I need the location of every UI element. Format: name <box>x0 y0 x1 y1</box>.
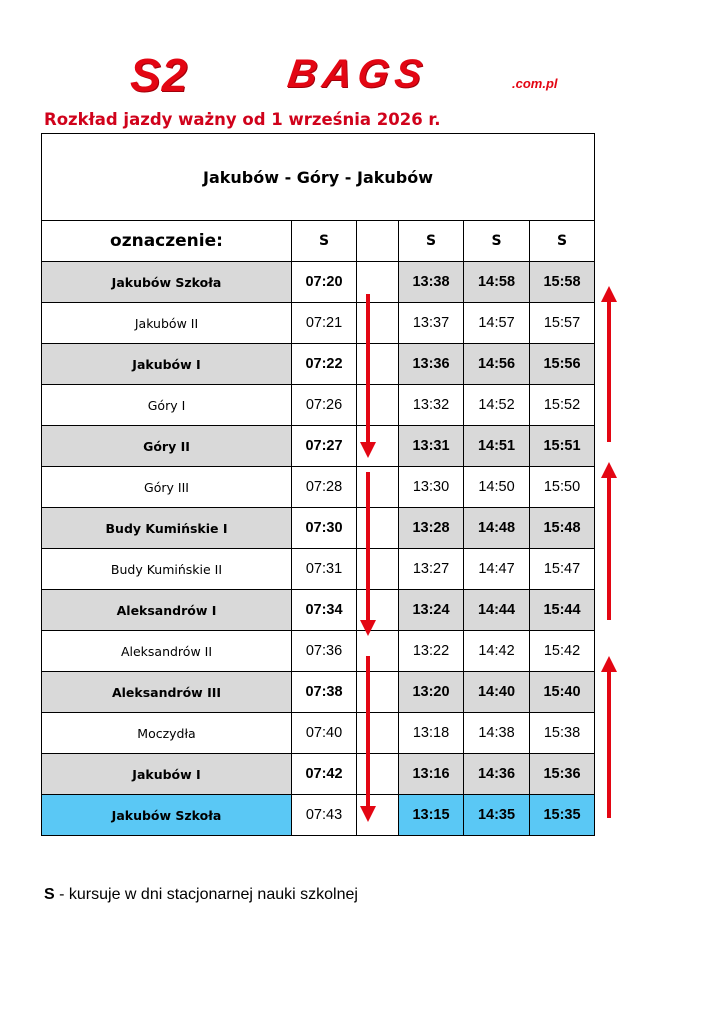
stop-name: Jakubów II <box>42 303 292 344</box>
return-time: 15:40 <box>530 672 595 713</box>
stop-name: Aleksandrów III <box>42 672 292 713</box>
return-time: 15:50 <box>530 467 595 508</box>
return-time: 13:38 <box>399 262 464 303</box>
return-time: 13:30 <box>399 467 464 508</box>
schedule-validity-headline: Rozkład jazdy ważny od 1 września 2026 r. <box>44 110 441 129</box>
return-time: 14:58 <box>464 262 530 303</box>
table-row <box>42 303 595 344</box>
legend-text: - kursuje w dni stacjonarnej nauki szkolnej <box>54 886 358 903</box>
legend-symbol: S <box>44 886 55 903</box>
stop-name: Góry II <box>42 426 292 467</box>
return-time: 15:44 <box>530 590 595 631</box>
return-time: 14:42 <box>464 631 530 672</box>
arrow-lane <box>357 508 399 549</box>
table-row <box>42 590 595 631</box>
arrow-lane <box>357 385 399 426</box>
return-time: 13:24 <box>399 590 464 631</box>
header-label: oznaczenie: <box>42 221 292 262</box>
return-time: 14:36 <box>464 754 530 795</box>
return-time: 15:56 <box>530 344 595 385</box>
return-time: 13:27 <box>399 549 464 590</box>
table-row <box>42 713 595 754</box>
departure-time: 07:22 <box>292 344 357 385</box>
stop-name: Aleksandrów II <box>42 631 292 672</box>
return-time: 14:47 <box>464 549 530 590</box>
return-time: 14:51 <box>464 426 530 467</box>
return-time: 15:36 <box>530 754 595 795</box>
arrow-lane <box>357 672 399 713</box>
return-time: 14:52 <box>464 385 530 426</box>
return-time: 15:58 <box>530 262 595 303</box>
company-logo <box>0 48 724 101</box>
arrow-lane <box>357 549 399 590</box>
stop-name: Budy Kumińskie I <box>42 508 292 549</box>
header-row <box>42 221 595 262</box>
departure-time: 07:21 <box>292 303 357 344</box>
arrow-lane <box>357 631 399 672</box>
header-mark: S <box>292 221 357 262</box>
table-row <box>42 508 595 549</box>
return-time: 13:37 <box>399 303 464 344</box>
return-time: 14:35 <box>464 795 530 836</box>
stop-name: Aleksandrów I <box>42 590 292 631</box>
departure-time: 07:38 <box>292 672 357 713</box>
table-row <box>42 754 595 795</box>
logo-domain: .com.pl <box>512 76 558 91</box>
arrow-lane <box>357 590 399 631</box>
departure-time: 07:43 <box>292 795 357 836</box>
return-time: 13:15 <box>399 795 464 836</box>
return-time: 13:16 <box>399 754 464 795</box>
return-time: 15:48 <box>530 508 595 549</box>
header-mark: S <box>464 221 530 262</box>
route-title: Jakubów - Góry - Jakubów <box>42 134 595 221</box>
table-row <box>42 549 595 590</box>
return-time: 13:22 <box>399 631 464 672</box>
stop-name: Góry III <box>42 467 292 508</box>
header-mark <box>357 221 399 262</box>
return-time: 15:35 <box>530 795 595 836</box>
return-time: 13:32 <box>399 385 464 426</box>
timetable <box>41 133 595 836</box>
departure-time: 07:20 <box>292 262 357 303</box>
return-time: 15:47 <box>530 549 595 590</box>
return-time: 13:18 <box>399 713 464 754</box>
table-row <box>42 344 595 385</box>
stop-name: Jakubów I <box>42 754 292 795</box>
return-time: 14:40 <box>464 672 530 713</box>
table-row <box>42 795 595 836</box>
departure-time: 07:27 <box>292 426 357 467</box>
return-time: 15:42 <box>530 631 595 672</box>
table-row <box>42 631 595 672</box>
stop-name: Góry I <box>42 385 292 426</box>
return-time: 14:48 <box>464 508 530 549</box>
return-time: 13:28 <box>399 508 464 549</box>
return-time: 14:44 <box>464 590 530 631</box>
table-row <box>42 672 595 713</box>
return-time: 15:38 <box>530 713 595 754</box>
arrow-lane <box>357 262 399 303</box>
departure-time: 07:42 <box>292 754 357 795</box>
stop-name: Jakubów I <box>42 344 292 385</box>
arrow-lane <box>357 467 399 508</box>
return-time: 15:51 <box>530 426 595 467</box>
departure-time: 07:28 <box>292 467 357 508</box>
departure-time: 07:31 <box>292 549 357 590</box>
stop-name: Moczydła <box>42 713 292 754</box>
return-time: 14:50 <box>464 467 530 508</box>
departure-time: 07:34 <box>292 590 357 631</box>
departure-time: 07:40 <box>292 713 357 754</box>
return-time: 14:57 <box>464 303 530 344</box>
arrow-lane <box>357 303 399 344</box>
arrow-lane <box>357 754 399 795</box>
stop-name: Jakubów Szkoła <box>42 795 292 836</box>
departure-time: 07:36 <box>292 631 357 672</box>
logo-bags: BAGS <box>284 52 431 96</box>
return-time: 13:31 <box>399 426 464 467</box>
header-mark: S <box>530 221 595 262</box>
departure-time: 07:30 <box>292 508 357 549</box>
return-time: 13:36 <box>399 344 464 385</box>
return-time: 15:52 <box>530 385 595 426</box>
header-mark: S <box>399 221 464 262</box>
stop-name: Jakubów Szkoła <box>42 262 292 303</box>
table-row <box>42 467 595 508</box>
departure-time: 07:26 <box>292 385 357 426</box>
arrow-lane <box>357 713 399 754</box>
table-row <box>42 385 595 426</box>
table-row <box>42 426 595 467</box>
arrow-lane <box>357 426 399 467</box>
legend <box>44 886 358 904</box>
logo-s2: S2 <box>130 49 189 101</box>
return-time: 14:38 <box>464 713 530 754</box>
stop-name: Budy Kumińskie II <box>42 549 292 590</box>
arrow-lane <box>357 344 399 385</box>
return-time: 15:57 <box>530 303 595 344</box>
return-time: 13:20 <box>399 672 464 713</box>
return-time: 14:56 <box>464 344 530 385</box>
arrow-lane <box>357 795 399 836</box>
table-row <box>42 262 595 303</box>
